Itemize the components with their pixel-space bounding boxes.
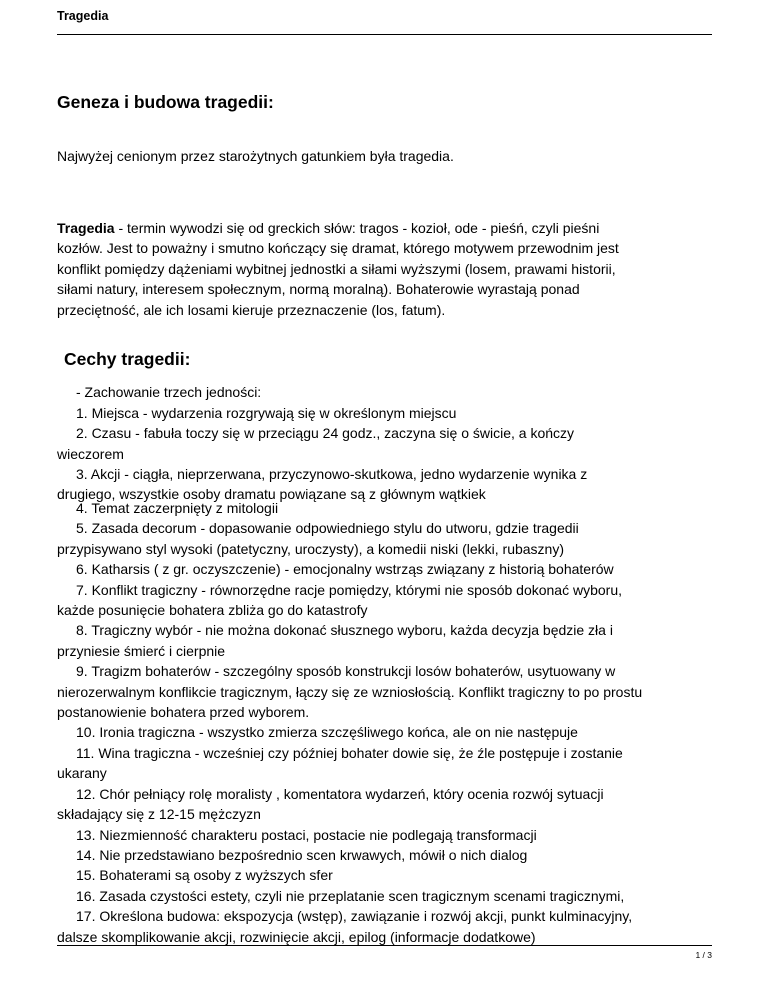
list-item: 17. Określona budowa: ekspozycja (wstęp), zawiązanie i rozwój akcji, punkt kulminacyjny, xyxy=(76,908,633,925)
definition-line: siłami natury, interesem społecznym, normą moralną). Bohaterowie wyrastają ponad xyxy=(57,281,580,298)
page-number: 1 / 3 xyxy=(695,950,712,960)
definition-paragraph xyxy=(57,218,717,320)
list-item-continuation: składający się z 12-15 mężczyzn xyxy=(57,806,261,823)
list-item-continuation: drugiego, wszystkie osoby dramatu powiązane są z głównym wątkiek xyxy=(57,486,486,503)
list-item: - Zachowanie trzech jedności: xyxy=(76,384,262,401)
list-item-continuation: wieczorem xyxy=(57,445,124,462)
list-item: 1. Miejsca - wydarzenia rozgrywają się w określonym miejscu xyxy=(76,404,457,421)
list-item: 12. Chór pełniący rolę moralisty , komentatora wydarzeń, który ocenia rozwój sytuacji xyxy=(76,785,604,802)
list-item: 13. Niezmienność charakteru postaci, postacie nie podlegają transformacji xyxy=(76,826,537,843)
definition-text: - termin wywodzi się od greckich słów: tragos - kozioł, ode - pieśń, czyli pieśni xyxy=(114,220,600,236)
list-item-continuation: postanowienie bohatera przed wyborem. xyxy=(57,704,310,721)
list-item-continuation: przypisywano styl wysoki (patetyczny, uroczysty), a komedii niski (lekki, rubaszny) xyxy=(57,540,565,557)
intro-paragraph: Najwyżej cenionym przez starożytnych gatunkiem była tragedia. xyxy=(57,148,454,164)
features-list-part-2 xyxy=(57,498,722,947)
list-item: 3. Akcji - ciągła, nieprzerwana, przyczynowo-skutkowa, jedno wydarzenie wynika z xyxy=(76,466,588,483)
list-item: 9. Tragizm bohaterów - szczególny sposób konstrukcji losów bohaterów, usytuowany w xyxy=(76,663,616,680)
definition-line: konflikt pomiędzy dążeniami wybitnej jednostki a siłami wyższymi (losem, prawami historii, xyxy=(57,260,616,277)
list-item: 16. Zasada czystości estety, czyli nie przeplatanie scen tragicznym scenami tragicznymi, xyxy=(76,887,625,904)
list-item: 15. Bohaterami są osoby z wyższych sfer xyxy=(76,867,333,884)
running-header-title: Tragedia xyxy=(57,9,109,23)
list-item: 5. Zasada decorum - dopasowanie odpowiedniego stylu do utworu, gdzie tragedii xyxy=(76,520,579,537)
definition-line: przeciętność, ale ich losami kieruje przeznaczenie (los, fatum). xyxy=(57,301,446,318)
header-divider xyxy=(57,34,712,35)
list-item-continuation: przyniesie śmierć i cierpnie xyxy=(57,642,226,659)
definition-line: kozłów. Jest to poważny i smutno kończący się dramat, którego motywem przewodnim jest xyxy=(57,240,619,257)
features-list-part-1 xyxy=(57,362,722,505)
list-item-continuation: nierozerwalnym konflikcie tragicznym, łączy się ze wzniosłością. Konflikt tragiczny to po prostu xyxy=(57,683,643,700)
list-item: 2. Czasu - fabuła toczy się w przeciągu 24 godz., zaczyna się o świcie, a kończy xyxy=(76,425,575,442)
definition-line xyxy=(57,218,717,238)
list-item: 7. Konflikt tragiczny - równorzędne racje pomiędzy, którymi nie sposób dokonać wyboru, xyxy=(76,581,622,598)
list-item: 6. Katharsis ( z gr. oczyszczenie) - emocjonalny wstrząs związany z historią bohaterów xyxy=(76,561,614,578)
list-item: 8. Tragiczny wybór - nie można dokonać słusznego wyboru, każda decyzja będzie zła i xyxy=(76,622,613,639)
list-item-continuation: dalsze skomplikowanie akcji, rozwinięcie akcji, epilog (informacje dodatkowe) xyxy=(57,928,536,945)
list-item: 4. Temat zaczerpnięty z mitologii xyxy=(76,500,279,516)
list-item: 10. Ironia tragiczna - wszystko zmierza szczęśliwego końca, ale on nie następuje xyxy=(76,724,578,741)
section-heading-genesis: Geneza i budowa tragedii: xyxy=(57,92,274,112)
footer-divider xyxy=(57,945,712,946)
definition-term: Tragedia xyxy=(57,220,115,236)
section-heading-features: Cechy tragedii: xyxy=(64,349,191,369)
list-item: 11. Wina tragiczna - wcześniej czy później bohater dowie się, że źle postępuje i zostanie xyxy=(76,744,623,761)
list-item-continuation: ukarany xyxy=(57,765,107,782)
list-item: 14. Nie przedstawiano bezpośrednio scen krwawych, mówił o nich dialog xyxy=(76,846,528,863)
list-item-continuation: każde posunięcie bohatera zbliża go do katastrofy xyxy=(57,602,368,619)
